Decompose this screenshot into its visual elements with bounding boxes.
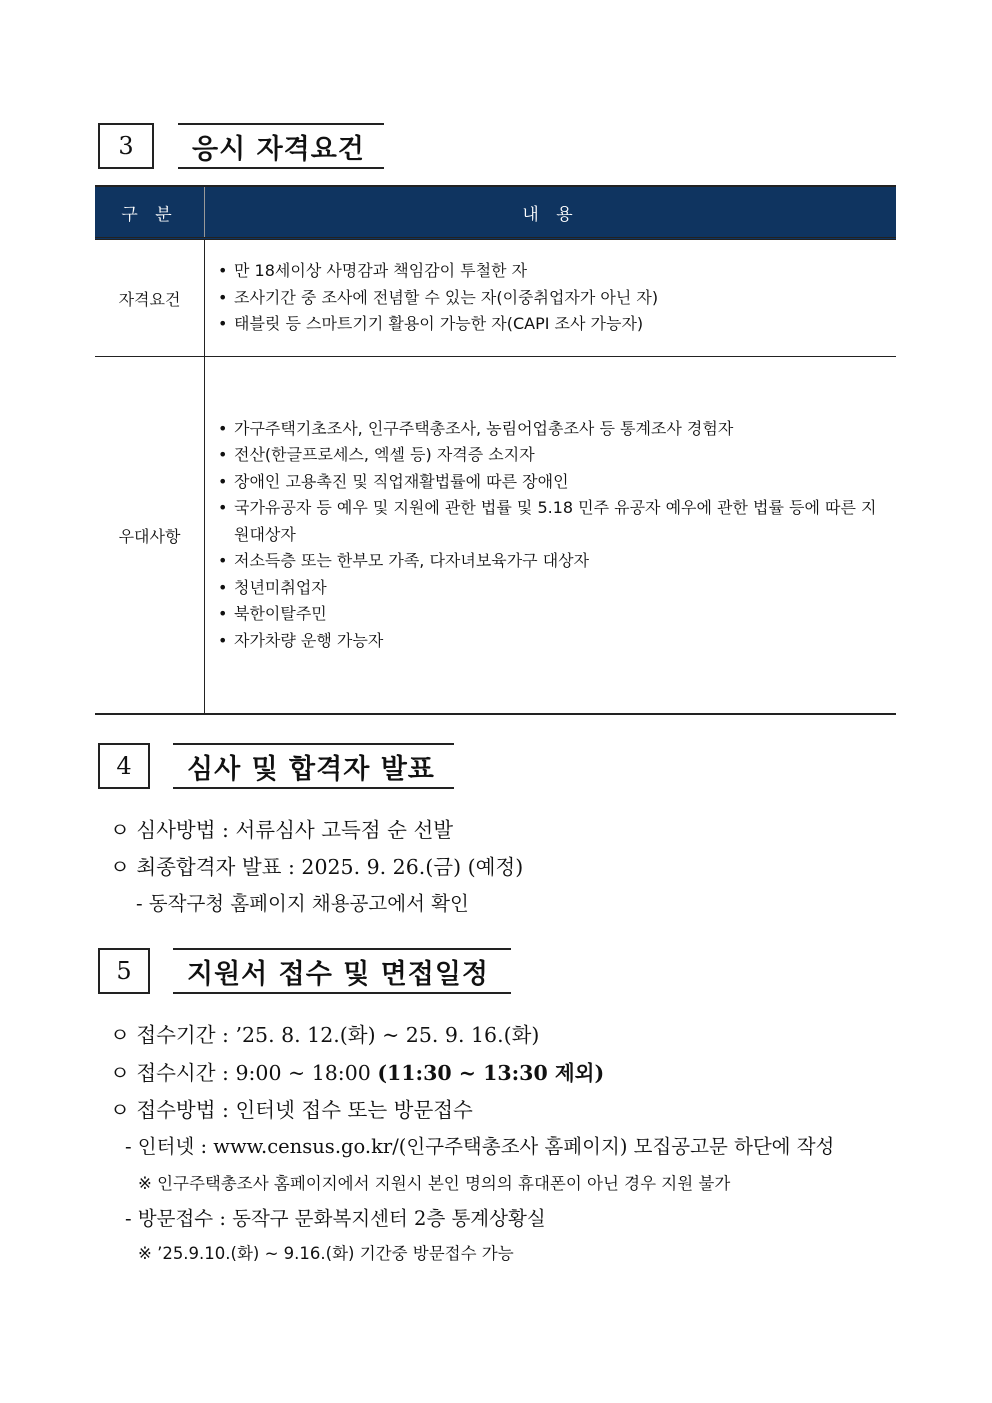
row-content-qualification bbox=[205, 239, 897, 357]
list-item: • 가구주택기초조사, 인구주택총조사, 농림어업총조사 등 통계조사 경험자 bbox=[218, 416, 891, 443]
section-5-number: 5 bbox=[98, 948, 150, 994]
visit-note: ※ ’25.9.10.(화) ~ 9.16.(화) 기간중 방문접수 가능 bbox=[138, 1244, 514, 1263]
list-item: • 자가차량 운행 가능자 bbox=[218, 628, 891, 655]
application-method: ㅇ 접수방법 : 인터넷 접수 또는 방문접수 bbox=[110, 1098, 473, 1122]
online-application: - 인터넷 : www.census.go.kr/(인구주택총조사 홈페이지) 모집공고문 하단에 작성 bbox=[125, 1135, 835, 1158]
list-item: • 저소득층 또는 한부모 가족, 다자녀보육가구 대상자 bbox=[218, 548, 891, 575]
row-label-qualification: 자격요건 bbox=[95, 239, 205, 357]
table-row bbox=[95, 357, 896, 715]
section-4-number: 4 bbox=[98, 743, 150, 789]
row-content-preference bbox=[205, 357, 897, 715]
table-header-category: 구 분 bbox=[95, 186, 205, 239]
screening-method: ㅇ 심사방법 : 서류심사 고득점 순 선발 bbox=[110, 818, 454, 842]
section-5-title: 지원서 접수 및 면접일정 bbox=[173, 948, 511, 994]
requirements-table bbox=[95, 185, 896, 715]
list-item: • 만 18세이상 사명감과 책임감이 투철한 자 bbox=[218, 258, 891, 285]
list-item: • 태블릿 등 스마트기기 활용이 가능한 자(CAPI 조사 가능자) bbox=[218, 311, 891, 338]
section-4-title: 심사 및 합격자 발표 bbox=[173, 743, 454, 789]
row-label-preference: 우대사항 bbox=[95, 357, 205, 715]
table-row bbox=[95, 239, 896, 357]
list-item: • 전산(한글프로세스, 엑셀 등) 자격증 소지자 bbox=[218, 442, 891, 469]
announcement-note: - 동작구청 홈페이지 채용공고에서 확인 bbox=[136, 892, 469, 915]
application-hours-exclusion: (11:30 ~ 13:30 제외) bbox=[377, 1061, 605, 1085]
online-note: ※ 인구주택총조사 홈페이지에서 지원시 본인 명의의 휴대폰이 아닌 경우 지원 불가 bbox=[138, 1174, 731, 1193]
section-3-title: 응시 자격요건 bbox=[178, 123, 384, 169]
list-item: • 국가유공자 등 예우 및 지원에 관한 법률 및 5.18 민주 유공자 예우에 관한 법률 등에 따른 지원대상자 bbox=[218, 495, 891, 548]
list-item: • 장애인 고용촉진 및 직업재활법률에 따른 장애인 bbox=[218, 469, 891, 496]
list-item: • 북한이탈주민 bbox=[218, 601, 891, 628]
table-header-content: 내 용 bbox=[205, 186, 897, 239]
section-3-number: 3 bbox=[98, 123, 154, 169]
application-period: ㅇ 접수기간 : ’25. 8. 12.(화) ~ 25. 9. 16.(화) bbox=[110, 1023, 540, 1047]
final-announcement: ㅇ 최종합격자 발표 : 2025. 9. 26.(금) (예정) bbox=[110, 855, 524, 879]
list-item: • 조사기간 중 조사에 전념할 수 있는 자(이중취업자가 아닌 자) bbox=[218, 285, 891, 312]
application-hours bbox=[110, 1056, 604, 1086]
application-hours-text: ㅇ 접수시간 : 9:00 ~ 18:00 bbox=[110, 1061, 378, 1085]
visit-application: - 방문접수 : 동작구 문화복지센터 2층 통계상황실 bbox=[125, 1207, 546, 1230]
list-item: • 청년미취업자 bbox=[218, 575, 891, 602]
